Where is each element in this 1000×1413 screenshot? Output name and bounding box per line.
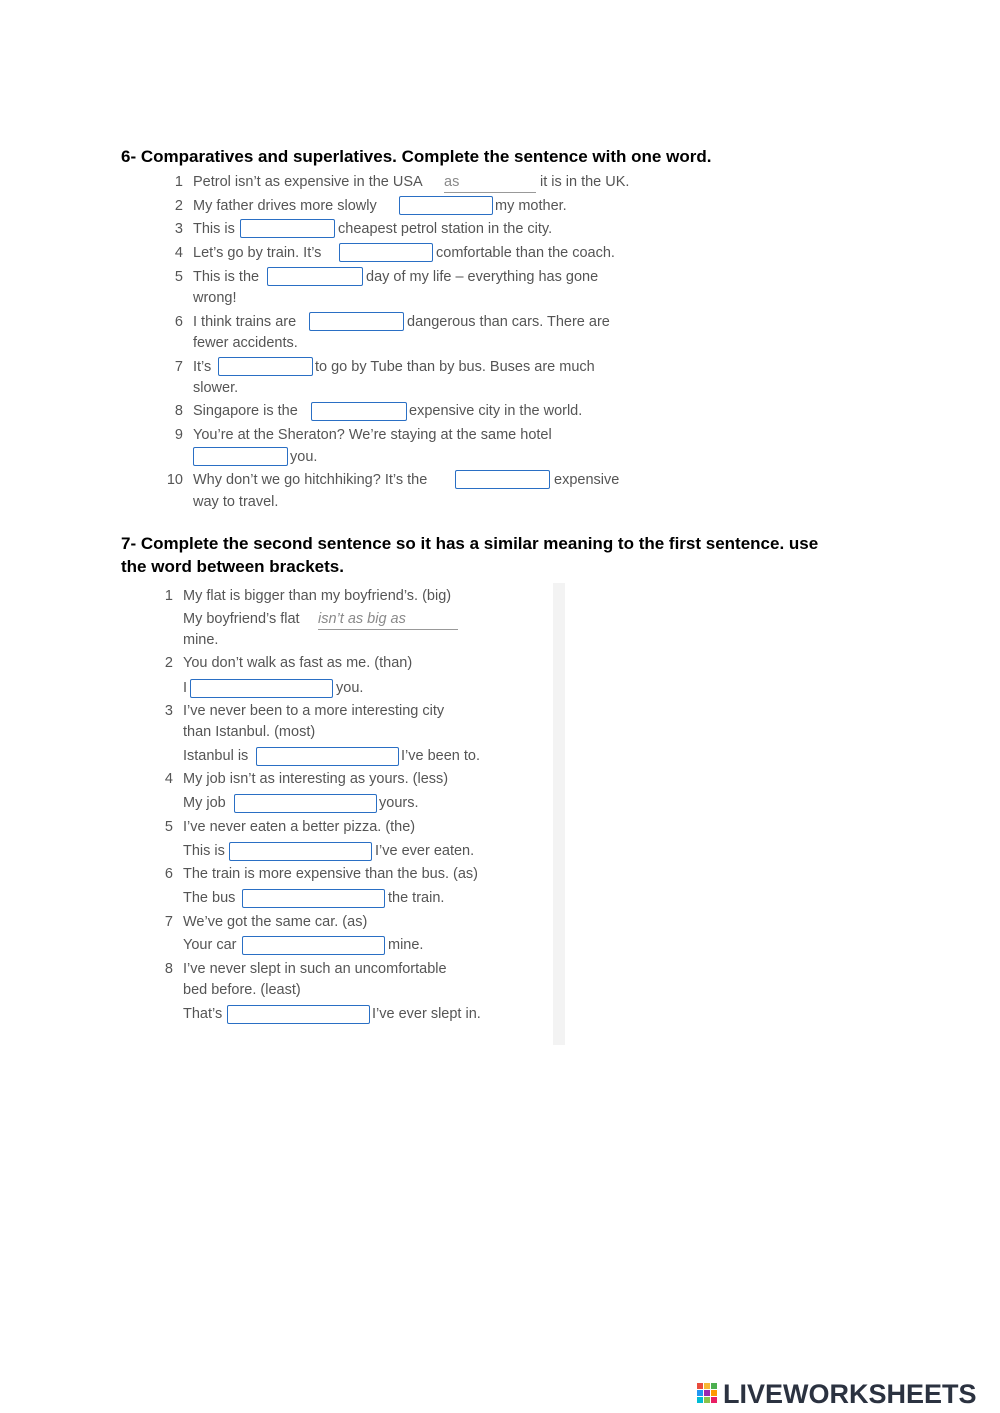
item-number: 9 bbox=[174, 427, 183, 443]
sentence-text: my mother. bbox=[495, 198, 567, 214]
example-answer: isn’t as big as bbox=[318, 609, 458, 630]
question-text: I’ve never been to a more interesting city bbox=[183, 703, 445, 719]
sentence-text: you. bbox=[336, 680, 364, 696]
answer-input[interactable] bbox=[339, 243, 433, 262]
sentence-text: My father drives more slowly bbox=[193, 198, 377, 214]
sentence-text: This is bbox=[193, 221, 235, 237]
answer-input[interactable] bbox=[227, 1005, 370, 1024]
sentence-text: expensive city in the world. bbox=[409, 403, 583, 419]
sentence-text: Petrol isn’t as expensive in the USA bbox=[193, 174, 423, 190]
sentence-text: I’ve been to. bbox=[401, 748, 480, 764]
sentence-text: My job bbox=[183, 795, 226, 811]
sentence-text: That’s bbox=[183, 1006, 223, 1022]
item-number: 1 bbox=[174, 174, 183, 190]
answer-input[interactable] bbox=[256, 747, 399, 766]
question-text: bed before. (least) bbox=[183, 982, 301, 998]
sentence-text: I’ve ever eaten. bbox=[375, 843, 475, 859]
sentence-text: This is bbox=[183, 843, 225, 859]
answer-input[interactable] bbox=[240, 219, 335, 238]
sentence-text: the train. bbox=[388, 890, 445, 906]
answer-input[interactable] bbox=[267, 267, 363, 286]
sentence-text: Let’s go by train. It’s bbox=[193, 245, 322, 261]
sentence-text: dangerous than cars. There are bbox=[407, 314, 610, 330]
question-text: The train is more expensive than the bus. (as) bbox=[183, 866, 478, 882]
answer-input[interactable] bbox=[218, 357, 313, 376]
logo-icon bbox=[697, 1383, 719, 1405]
exercise-7-title bbox=[121, 532, 818, 578]
item-number: 4 bbox=[174, 245, 183, 261]
exercise-6-title: 6- Comparatives and superlatives. Complete the sentence with one word. bbox=[121, 147, 712, 166]
example-answer: as bbox=[444, 172, 536, 193]
sentence-text: My boyfriend’s flat bbox=[183, 611, 300, 627]
answer-input[interactable] bbox=[399, 196, 493, 215]
question-text: than Istanbul. (most) bbox=[183, 724, 316, 740]
item-number: 8 bbox=[174, 403, 183, 419]
item-number: 6 bbox=[164, 866, 173, 882]
answer-input[interactable] bbox=[242, 936, 385, 955]
liveworksheets-logo bbox=[697, 1378, 977, 1410]
sentence-text: yours. bbox=[379, 795, 419, 811]
answer-input[interactable] bbox=[455, 470, 550, 489]
sentence-text: I’ve ever slept in. bbox=[372, 1006, 481, 1022]
question-text: I’ve never slept in such an uncomfortable bbox=[183, 961, 447, 977]
item-number: 5 bbox=[164, 819, 173, 835]
answer-input[interactable] bbox=[242, 889, 385, 908]
exercise-7-title-line: 7- Complete the second sentence so it has a similar meaning to the first sentence. use bbox=[121, 534, 819, 553]
answer-input[interactable] bbox=[309, 312, 404, 331]
sentence-text: Your car bbox=[183, 937, 237, 953]
sentence-text: you. bbox=[290, 449, 318, 465]
question-text: My job isn’t as interesting as yours. (less) bbox=[183, 771, 449, 787]
question-text: We’ve got the same car. (as) bbox=[183, 914, 368, 930]
item-number: 2 bbox=[174, 198, 183, 214]
item-number: 4 bbox=[164, 771, 173, 787]
brand-name: LIVEWORKSHEETS bbox=[723, 1378, 977, 1409]
sentence-text: day of my life – everything has gone bbox=[366, 269, 599, 285]
exercise-7-title-line: the word between brackets. bbox=[121, 557, 344, 576]
sentence-text: I think trains are bbox=[193, 314, 297, 330]
item-number: 8 bbox=[164, 961, 173, 977]
sentence-text: wrong! bbox=[193, 290, 237, 306]
sentence-text: Singapore is the bbox=[193, 403, 298, 419]
item-number: 3 bbox=[174, 221, 183, 237]
sentence-text: You’re at the Sheraton? We’re staying at the same hotel bbox=[193, 427, 552, 443]
answer-input[interactable] bbox=[193, 447, 288, 466]
sentence-text: way to travel. bbox=[193, 494, 279, 510]
answer-input[interactable] bbox=[229, 842, 372, 861]
sentence-text: This is the bbox=[193, 269, 260, 285]
sentence-text: slower. bbox=[193, 380, 239, 396]
item-number: 3 bbox=[164, 703, 173, 719]
item-number: 5 bbox=[174, 269, 183, 285]
sentence-text: expensive bbox=[554, 472, 620, 488]
sentence-text: Istanbul is bbox=[183, 748, 249, 764]
sentence-text: The bus bbox=[183, 890, 236, 906]
sentence-text: mine. bbox=[183, 632, 219, 648]
item-number: 7 bbox=[164, 914, 173, 930]
sentence-text: comfortable than the coach. bbox=[436, 245, 615, 261]
sentence-text: to go by Tube than by bus. Buses are much bbox=[315, 359, 595, 375]
sentence-text: it is in the UK. bbox=[540, 174, 630, 190]
answer-input[interactable] bbox=[311, 402, 407, 421]
sentence-text: I bbox=[183, 680, 188, 696]
sentence-text: fewer accidents. bbox=[193, 335, 298, 351]
answer-input[interactable] bbox=[234, 794, 377, 813]
sentence-text: mine. bbox=[388, 937, 424, 953]
question-text: My flat is bigger than my boyfriend’s. (big) bbox=[183, 588, 452, 604]
item-number: 7 bbox=[174, 359, 183, 375]
question-text: I’ve never eaten a better pizza. (the) bbox=[183, 819, 416, 835]
sentence-text: Why don’t we go hitchhiking? It’s the bbox=[193, 472, 428, 488]
item-number: 2 bbox=[164, 655, 173, 671]
scan-edge bbox=[553, 583, 565, 1045]
sentence-text: It’s bbox=[193, 359, 212, 375]
item-number: 10 bbox=[166, 472, 183, 488]
item-number: 6 bbox=[174, 314, 183, 330]
sentence-text: cheapest petrol station in the city. bbox=[338, 221, 553, 237]
answer-input[interactable] bbox=[190, 679, 333, 698]
question-text: You don’t walk as fast as me. (than) bbox=[183, 655, 413, 671]
item-number: 1 bbox=[164, 588, 173, 604]
